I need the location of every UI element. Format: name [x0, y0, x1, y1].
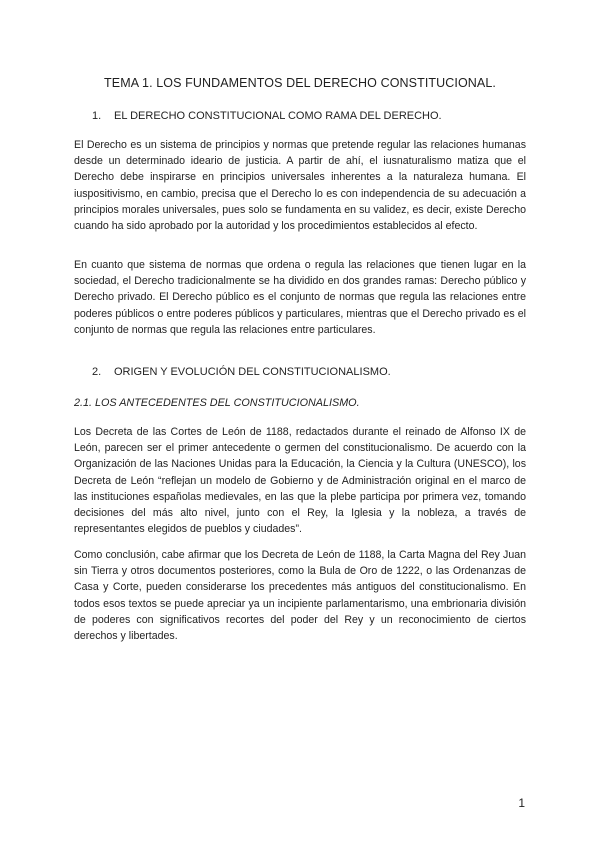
- section-1-title: EL DERECHO CONSTITUCIONAL COMO RAMA DEL DERECHO.: [114, 110, 442, 122]
- section-1-number: 1.: [92, 110, 102, 122]
- page-number: 1: [518, 796, 525, 810]
- section-2-1-subheading: 2.1. LOS ANTECEDENTES DEL CONSTITUCIONALISMO.: [74, 397, 360, 409]
- section-2-paragraph-2: Como conclusión, cabe afirmar que los Decreta de León de 1188, la Carta Magna del Rey Juan sin Tierra y otros documentos posteriores, como la Bula de Oro de 1222, o las Ordenanzas de Casa y Corte, pueden considerarse los precedentes más antiguos del constitucionalismo. En todos esos textos se puede apreciar ya un incipiente parlamentarismo, una embrionaria división de poderes con significativos recortes del poder del Rey y un reconocimiento de ciertos derechos y libertades.: [74, 549, 526, 643]
- section-2-heading: [92, 366, 391, 378]
- document-title: TEMA 1. LOS FUNDAMENTOS DEL DERECHO CONSTITUCIONAL.: [104, 76, 496, 90]
- section-2-number: 2.: [92, 366, 102, 378]
- section-2-title: ORIGEN Y EVOLUCIÓN DEL CONSTITUCIONALISMO.: [114, 366, 391, 378]
- section-1-paragraph-2: En cuanto que sistema de normas que ordena o regula las relaciones que tienen lugar en la sociedad, el Derecho tradicionalmente se ha dividido en dos grandes ramas: Derecho público y Derecho privado. El Derecho público es el conjunto de normas que regula las relaciones entre poderes públicos o entre poderes públicos y particulares, mientras que el Derecho privado es el conjunto de normas que regula las relaciones entre particulares.: [74, 259, 526, 336]
- section-2-paragraph-1: Los Decreta de las Cortes de León de 1188, redactados durante el reinado de Alfonso IX de León, parecen ser el primer antecedente o germen del constitucionalismo. De acuerdo con la Organización de las Naciones Unidas para la Educación, la Ciencia y la Cultura (UNESCO), los Decreta de León “reflejan un modelo de Gobierno y de Administración original en el marco de las instituciones españolas medievales, en las que la plebe participa por primera vez, tomando decisiones del más alto nivel, junto con el Rey, la Iglesia y la nobleza, a través de representantes elegidos de pueblos y ciudades”.: [74, 426, 526, 536]
- section-1-heading: [92, 110, 442, 122]
- section-1-paragraph-1: El Derecho es un sistema de principios y normas que pretende regular las relaciones humanas desde un determinado ideario de justicia. A partir de ahí, el iusnaturalismo matiza que el Derecho debe inspirarse en principios universales inherentes a la naturaleza humana. El iuspositivismo, en cambio, precisa que el Derecho lo es con independencia de su adecuación a principios morales universales, pues solo se fundamenta en su validez, es decir, existe Derecho cuando ha sido aprobado por la autoridad y los procedimientos establecidos al efecto.: [74, 139, 526, 233]
